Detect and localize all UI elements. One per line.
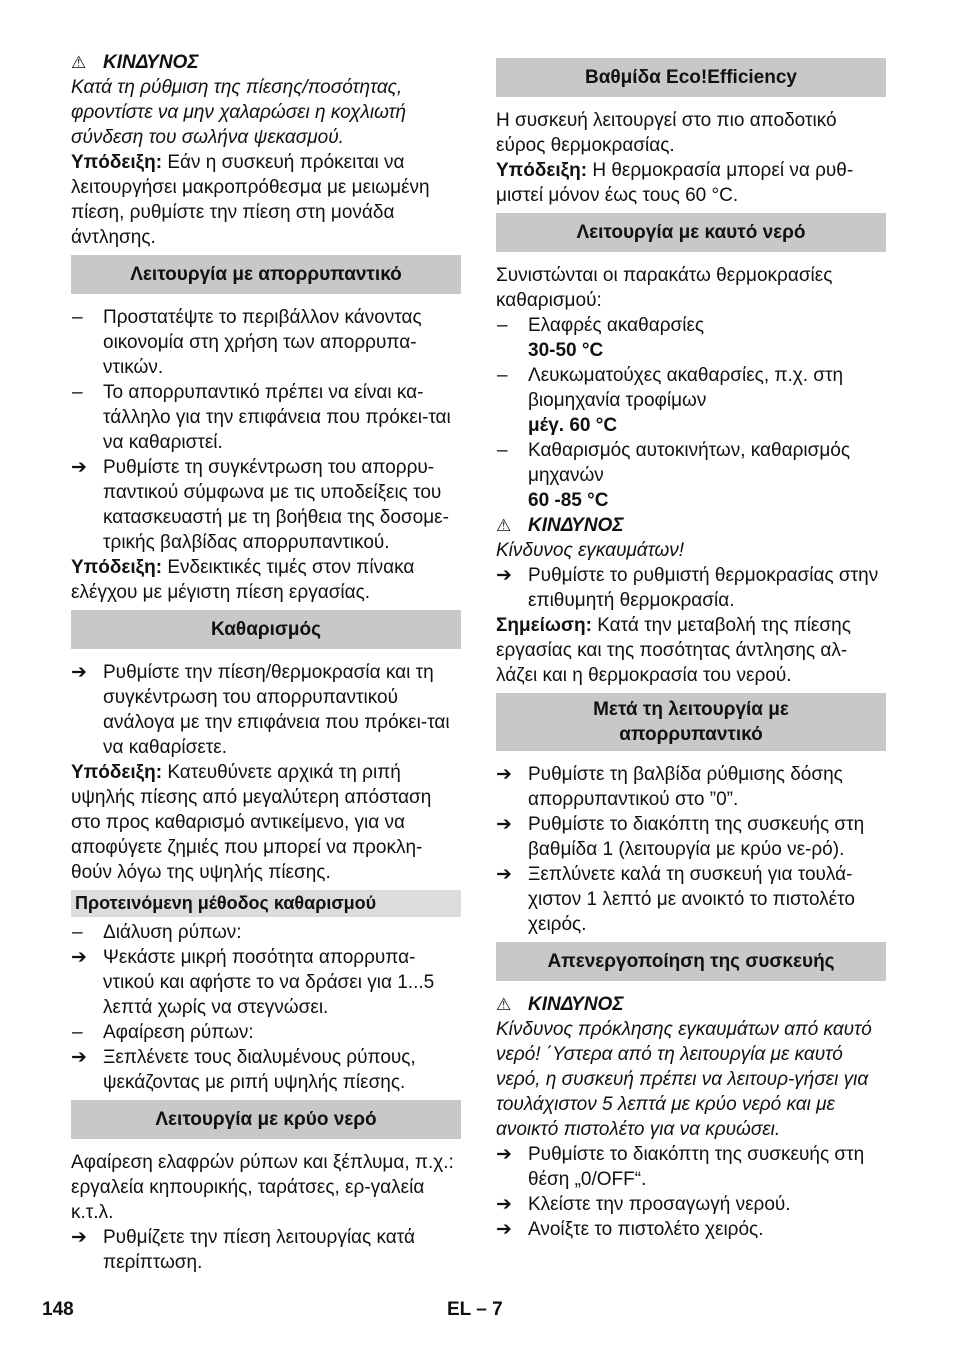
- dash-bullet: –: [497, 315, 508, 336]
- subheading-recommended-method: Προτεινόμενη μέθοδος καθαρισμού: [71, 890, 461, 917]
- arrow-right-icon: ➔: [71, 1227, 87, 1248]
- temperature-value: 30-50 °C: [528, 340, 604, 361]
- remark: [496, 613, 886, 688]
- list-item-text: Λευκωματούχες ακαθαρσίες, π.χ. στη βιομηχανία τροφίμων: [528, 365, 844, 411]
- section-heading-eco: Βαθμίδα Eco!Efficiency: [496, 58, 886, 97]
- list-item-text: Ελαφρές ακαθαρσίες: [528, 315, 705, 336]
- action-item-text: Ανοίξτε το πιστολέτο χειρός.: [528, 1219, 764, 1240]
- danger-text: Κατά τη ρύθμιση της πίεσης/ποσότητας, φροντίστε να μην χαλαρώσει η κοχλιωτή σύνδεση του σωλήνα ψεκασμού.: [71, 77, 407, 148]
- dash-bullet: –: [497, 365, 508, 386]
- action-item-text: Ξεπλένετε τους διαλυμένους ρύπους, ψεκάζοντας με ριπή υψηλής πίεσης.: [103, 1047, 416, 1093]
- list-item-text: Αφαίρεση ρύπων:: [103, 1022, 254, 1043]
- temperature-value: 60 -85 °C: [528, 490, 609, 511]
- danger-label: ΚΙΝΔΥΝΟΣ: [103, 52, 199, 73]
- action-item-text: Ρυθμίστε την πίεση/θερμοκρασία και τη συγκέντρωση του απορρυπαντικού ανάλογα με την επιφάνεια που πρόκει-ται να καθαρίσετε.: [103, 662, 450, 758]
- dash-bullet: –: [72, 307, 83, 328]
- section-heading-cleaning: Καθαρισμός: [71, 610, 461, 649]
- arrow-right-icon: ➔: [496, 1194, 512, 1215]
- action-item-text: Ρυθμίστε το διακόπτη της συσκευής στη βαθμίδα 1 (λειτουργία με κρύο νε-ρό).: [528, 814, 865, 860]
- arrow-right-icon: ➔: [496, 1219, 512, 1240]
- action-item-text: Κλείστε την προσαγωγή νερού.: [528, 1194, 791, 1215]
- list-item: [71, 305, 461, 380]
- action-item: [71, 1045, 461, 1095]
- action-item-text: Ξεπλύνετε καλά τη συσκευή για τουλά-χιστον 1 λεπτό με ανοικτό το πιστολέτο χειρός.: [528, 864, 855, 935]
- dash-bullet: –: [497, 440, 508, 461]
- list-item: [496, 313, 886, 363]
- note-text: Ενδεικτικές τιμές στον πίνακα ελέγχου με μέγιστη πίεση εργασίας.: [71, 557, 415, 603]
- temperature-value: μέγ. 60 °C: [528, 415, 618, 436]
- action-item-text: Ρυθμίστε το ρυθμιστή θερμοκρασίας στην επιθυμητή θερμοκρασία.: [528, 565, 879, 611]
- list-item: [496, 438, 886, 513]
- dash-bullet: –: [72, 922, 83, 943]
- action-item: [496, 1192, 886, 1217]
- left-column: [71, 50, 461, 1275]
- note-text: Εάν η συσκευή πρόκειται να λειτουργήσει μακροπρόθεσμα με μειωμένη πίεση, ρυθμίστε την πίεση στη μονάδα άντλησης.: [71, 152, 430, 248]
- dash-bullet: –: [72, 382, 83, 403]
- arrow-right-icon: ➔: [71, 662, 87, 683]
- arrow-right-icon: ➔: [496, 565, 512, 586]
- language-code: EL: [447, 1299, 471, 1320]
- section-heading-detergent: Λειτουργία με απορρυπαντικό: [71, 255, 461, 294]
- action-item: [71, 660, 461, 760]
- arrow-right-icon: ➔: [496, 764, 512, 785]
- section-heading-after-detergent: Μετά τη λειτουργία με απορρυπαντικό: [496, 693, 886, 751]
- arrow-right-icon: ➔: [71, 947, 87, 968]
- note: [71, 555, 461, 605]
- page-number: 148: [42, 1299, 74, 1320]
- note-label: Υπόδειξη:: [496, 160, 588, 181]
- action-item: [496, 1217, 886, 1242]
- arrow-right-icon: ➔: [496, 814, 512, 835]
- arrow-right-icon: ➔: [496, 864, 512, 885]
- action-item-text: Ρυθμίστε το διακόπτη της συσκευής στη θέση „0/OFF“.: [528, 1144, 865, 1190]
- action-item-text: Ρυθμίζετε την πίεση λειτουργίας κατά περίπτωση.: [103, 1227, 415, 1273]
- action-item: [496, 762, 886, 812]
- action-item-text: Ψεκάστε μικρή ποσότητα απορρυπα-ντικού και αφήστε το να δράσει για 1...5 λεπτά χωρίς να στεγνώσει.: [103, 947, 435, 1018]
- list-item-text: Το απορρυπαντικό πρέπει να είναι κα-τάλληλο για την επιφάνεια που πρόκει-ται να καθαριστεί.: [103, 382, 451, 453]
- note-text: Κατευθύνετε αρχικά τη ριπή υψηλής πίεσης από μεγαλύτερη απόσταση στο προς καθαρισμό αντικείμενο, για να αποφύγετε ζημιές που μπορεί να προκλη-θούν λόγω της υψηλής πίεσης.: [71, 762, 432, 883]
- list-item-text: Καθαρισμός αυτοκινήτων, καθαρισμός μηχανών: [528, 440, 851, 486]
- right-column: [496, 50, 886, 1242]
- list-item: [71, 920, 461, 945]
- section-heading-cold-water: Λειτουργία με κρύο νερό: [71, 1100, 461, 1139]
- arrow-right-icon: ➔: [71, 1047, 87, 1068]
- list-item: [71, 380, 461, 455]
- section-heading-hot-water: Λειτουργία με καυτό νερό: [496, 213, 886, 252]
- danger-warning: [496, 992, 886, 1017]
- note: [496, 158, 886, 208]
- note: [71, 760, 461, 885]
- warning-triangle-icon: ⚠: [496, 995, 512, 1014]
- list-item-text: Διάλυση ρύπων:: [103, 922, 242, 943]
- remark-label: Σημείωση:: [496, 615, 592, 636]
- danger-label: ΚΙΝΔΥΝΟΣ: [528, 515, 624, 536]
- danger-text: Κίνδυνος εγκαυμάτων!: [496, 540, 685, 561]
- dash-bullet: –: [72, 1022, 83, 1043]
- action-item: [71, 455, 461, 555]
- action-item-text: Ρυθμίστε τη συγκέντρωση του απορρυ-παντικού σύμφωνα με τις υποδείξεις του κατασκευαστή με τη βοήθεια της δοσομε-τρικής βαλβίδας απορρυπαντικού.: [103, 457, 449, 553]
- action-item: [496, 563, 886, 613]
- list-item: [496, 363, 886, 438]
- note-label: Υπόδειξη:: [71, 557, 163, 578]
- page-footer-label: [447, 1297, 503, 1322]
- list-item: [71, 1020, 461, 1045]
- action-item: [71, 1225, 461, 1275]
- action-item-text: Ρυθμίστε τη βαλβίδα ρύθμισης δόσης απορρυπαντικού στο ”0”.: [528, 764, 843, 810]
- note-label: Υπόδειξη:: [71, 762, 163, 783]
- paragraph: Συνιστώνται οι παρακάτω θερμοκρασίες καθαρισμού:: [496, 265, 833, 311]
- note-label: Υπόδειξη:: [71, 152, 163, 173]
- action-item: [71, 945, 461, 1020]
- danger-text: Κίνδυνος πρόκλησης εγκαυμάτων από καυτό νερό! ΄Υστερα από τη λειτουργία με καυτό νερό, η συσκευή πρέπει να λειτουρ-γήσει για τουλάχιστον 5 λεπτά με κρύο νερό και με ανοικτό πιστολέτο για να κρυώσει.: [496, 1019, 872, 1140]
- danger-label: ΚΙΝΔΥΝΟΣ: [528, 994, 624, 1015]
- danger-warning: [71, 50, 461, 75]
- note: [71, 150, 461, 250]
- remark-text: Κατά την μεταβολή της πίεσης εργασίας και της ποσότητας άντλησης αλ-λάζει και η θερμοκρασία του νερού.: [496, 615, 851, 686]
- action-item: [496, 812, 886, 862]
- action-item: [496, 1142, 886, 1192]
- section-page: – 7: [476, 1299, 503, 1320]
- note-text: Η θερμοκρασία μπορεί να ρυθ-μιστεί μόνον έως τους 60 °C.: [496, 160, 854, 206]
- danger-warning: [496, 513, 886, 538]
- paragraph: Αφαίρεση ελαφρών ρύπων και ξέπλυμα, π.χ.: εργαλεία κηπουρικής, ταράτσες, ερ-γαλεία κ.τ.λ.: [71, 1152, 454, 1223]
- warning-triangle-icon: ⚠: [71, 53, 87, 72]
- paragraph: Η συσκευή λειτουργεί στο πιο αποδοτικό εύρος θερμοκρασίας.: [496, 110, 837, 156]
- warning-triangle-icon: ⚠: [496, 516, 512, 535]
- arrow-right-icon: ➔: [71, 457, 87, 478]
- action-item: [496, 862, 886, 937]
- list-item-text: Προστατέψτε το περιβάλλον κάνοντας οικονομία στη χρήση των απορρυπα-ντικών.: [103, 307, 422, 378]
- section-heading-shutdown: Απενεργοποίηση της συσκευής: [496, 942, 886, 981]
- arrow-right-icon: ➔: [496, 1144, 512, 1165]
